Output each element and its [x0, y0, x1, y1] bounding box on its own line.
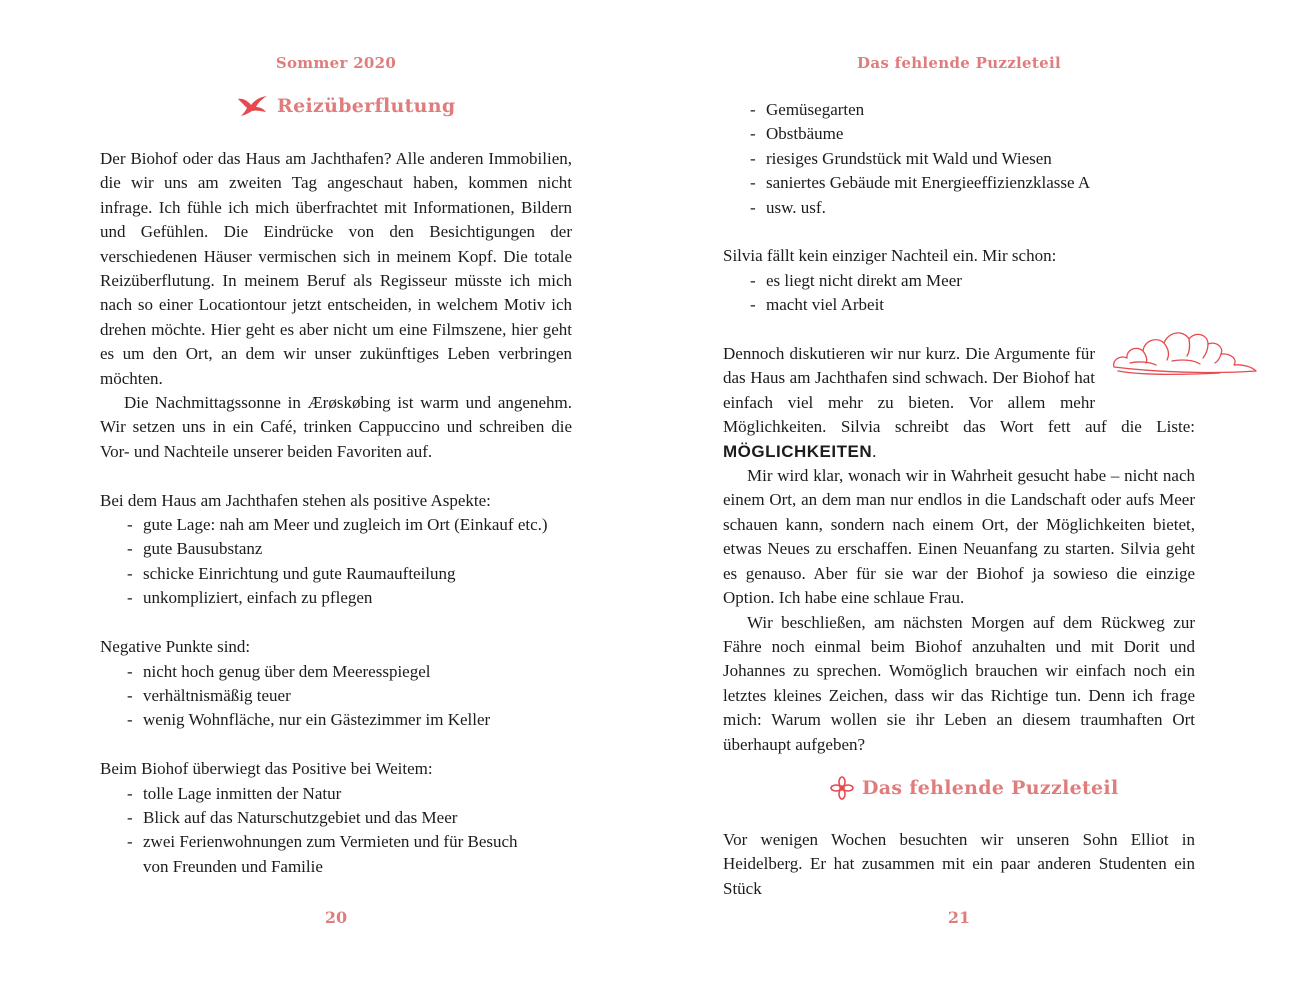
list-item: - Obstbäume: [750, 122, 1195, 146]
list-item: - es liegt nicht direkt am Meer: [750, 269, 1195, 293]
emphasis-word: MÖGLICHKEITEN: [723, 441, 873, 461]
list-item: - schicke Einrichtung und gute Raumaufteilung: [127, 562, 572, 586]
list-item: - zwei Ferienwohnungen zum Vermieten und für Besuch von Freunden und Familie: [127, 830, 527, 879]
flower-icon: [830, 776, 854, 800]
cloud-icon: [1110, 323, 1258, 384]
paragraph: Der Biohof oder das Haus am Jachthafen? Alle anderen Immobilien, die wir uns am zweiten Tag angeschaut haben, kommen nicht infrage. Ich fühle ich mich überfrachtet mit Informationen, Bildern und Gefühlen. Die Eindrücke von den Besichtigungen der verschiedenen Häuser vermischen sich in meinem Kopf. Die totale Reizüberflutung. In meinem Beruf als Regisseur müsste ich mich nach so einer Locationtour jetzt entscheiden, in welchem Motiv ich drehen möchte. Hier geht es aber nicht um eine Filmszene, hier geht es um den Ort, an dem wir unser zukünftiges Leben verbringen möchten.: [100, 149, 572, 388]
list-intro: Beim Biohof überwiegt das Positive bei Weitem:: [100, 759, 433, 779]
list-intro: Bei dem Haus am Jachthafen stehen als positive Aspekte:: [100, 490, 491, 510]
list-item: - unkompliziert, einfach zu pflegen: [127, 586, 572, 610]
list-item: - Gemüsegarten: [750, 98, 1195, 122]
left-body: [100, 147, 572, 879]
paragraph-end: .: [872, 441, 877, 461]
list-intro: Silvia fällt kein einziger Nachteil ein. Mir schon:: [723, 246, 1057, 266]
list-item: - tolle Lage inmitten der Natur: [127, 782, 527, 806]
paragraph: Mir wird klar, wonach wir in Wahrheit gesucht habe – nicht nach einem Ort, an dem man nur endlos in die Landschaft oder aufs Meer schauen kann, sondern nach einem Ort, der Möglichkeiten bietet, etwas Neues zu erschaffen. Einen Neuanfang zu starten. Silvia geht es genauso. Aber für sie war der Biohof ja sowieso die einzige Option. Ich habe eine schlaue Frau.: [723, 466, 1195, 608]
positive-list: [100, 513, 572, 611]
paragraph: Die Nachmittagssonne in Ærøskøbing ist warm und angenehm. Wir setzen uns in ein Café, trinken Cappuccino und schreiben die Vor- und Nachteile unserer beiden Favoriten auf.: [100, 393, 572, 461]
list-item: - wenig Wohnfläche, nur ein Gästezimmer im Keller: [127, 708, 572, 732]
drawback-list: [723, 269, 1195, 318]
list-item: - verhältnismäßig teuer: [127, 684, 572, 708]
list-item: - gute Lage: nah am Meer und zugleich im Ort (Einkauf etc.): [127, 513, 572, 537]
right-page: [647, 0, 1295, 1000]
section-heading: [237, 95, 455, 117]
section-heading: [830, 776, 1118, 800]
biohof-list: [100, 782, 527, 880]
negative-list: [100, 660, 572, 733]
list-item: - usw. usf.: [750, 196, 1195, 220]
paragraph: Vor wenigen Wochen besuchten wir unseren Sohn Elliot in Heidelberg. Er hat zusammen mit ein paar anderen Studenten ein Stück: [723, 830, 1195, 898]
left-page: [0, 0, 647, 1000]
list-item: - Blick auf das Naturschutzgebiet und das Meer: [127, 806, 527, 830]
list-intro: Negative Punkte sind:: [100, 637, 251, 657]
right-body-bottom: [723, 828, 1195, 901]
list-item: - nicht hoch genug über dem Meeresspiegel: [127, 660, 572, 684]
list-item: - saniertes Gebäude mit Energieeffizienzklasse A: [750, 171, 1195, 195]
paragraph-text: Dennoch diskutieren wir nur kurz. Die Argumente für das Haus am Jachthafen sind schwach. Der Biohof hat einfach viel mehr zu bieten. Vor allem mehr Möglichkeiten. Silvia schreibt das Wort fett auf die Liste:: [723, 344, 1195, 437]
biohof-list-continued: [723, 98, 1195, 220]
paragraph: Wir beschließen, am nächsten Morgen auf dem Rückweg zur Fähre noch einmal beim Biohof anzuhalten und mit Dorit und Johannes zu sprechen. Womöglich brauchen wir einfach noch ein letztes kleines Zeichen, dass wir das Richtige tun. Denn ich frage mich: Warum wollen sie ihr Leben an diesem traumhaften Ort überhaupt aufgeben?: [723, 612, 1195, 754]
list-item: - riesiges Grundstück mit Wald und Wiesen: [750, 147, 1195, 171]
right-body: [723, 98, 1195, 757]
running-head: Das fehlende Puzzleteil: [857, 54, 1061, 72]
bird-icon: [237, 95, 269, 117]
list-item: - gute Bausubstanz: [127, 537, 572, 561]
section-title: Das fehlende Puzzleteil: [862, 777, 1119, 799]
page-number: 20: [324, 908, 348, 927]
list-item: - macht viel Arbeit: [750, 293, 1195, 317]
section-title: Reizüberflutung: [277, 95, 456, 117]
running-head: Sommer 2020: [275, 54, 397, 72]
page-number: 21: [947, 908, 971, 927]
